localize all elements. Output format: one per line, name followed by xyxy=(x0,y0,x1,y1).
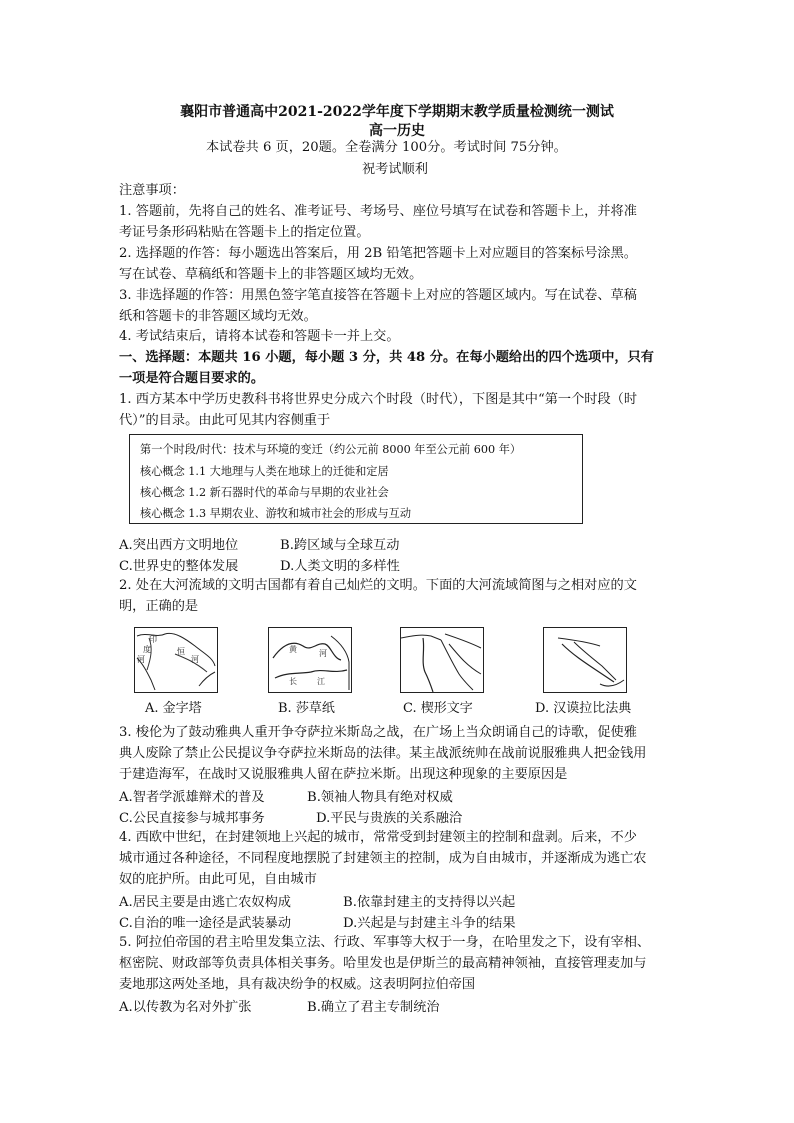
map-yellow-yangtze xyxy=(268,627,352,693)
q2-option-a: A. 金字塔 xyxy=(145,701,202,716)
q2-stem-b: 明，正确的是 xyxy=(119,599,199,614)
map-label: 河 xyxy=(191,655,199,664)
q1-box-line: 核心概念 1.1 大地理与人类在地球上的迁徙和定居 xyxy=(140,465,389,478)
q2-stem-a: 2. 处在大河流域的文明古国都有着自己灿烂的文明。下面的大河流域简图与之相对应的文 xyxy=(119,578,637,593)
q4-option-b: B.依靠封建主的支持得以兴起 xyxy=(343,895,516,910)
note-1b: 考证号条形码粘贴在答题卡上的指定位置。 xyxy=(119,225,370,240)
q1-stem-a: 1. 西方某本中学历史教科书将世界史分成六个时段（时代），下图是其中“第一个时段（时 xyxy=(119,392,638,407)
map-label: 江 xyxy=(317,677,325,686)
q5-stem-c: 麦地那这两处圣地，具有裁决纷争的权威。这表明阿拉伯帝国 xyxy=(119,977,476,992)
subject-title: 高一历史 xyxy=(369,123,425,139)
notes-heading: 注意事项： xyxy=(119,183,185,198)
q1-option-b: B.跨区域与全球互动 xyxy=(280,538,400,553)
q1-box-line: 核心概念 1.3 早期农业、游牧和城市社会的形成与互动 xyxy=(140,507,412,520)
section-heading-a: 一、选择题：本题共 16 小题，每小题 3 分，共 48 分。在每小题给出的四个选项中，只有 xyxy=(119,350,654,365)
section-heading-b: 一项是符合题目要求的。 xyxy=(119,371,265,386)
map-label: 恒 xyxy=(177,647,185,656)
note-2a: 2. 选择题的作答：每小题选出答案后，用 2B 铅笔把答题卡上对应题目的答案标号涂黑。 xyxy=(119,246,637,261)
map-mesopotamia-drawing xyxy=(544,628,626,692)
q4-option-d: D.兴起是与封建主斗争的结果 xyxy=(343,916,516,931)
q5-option-b: B.确立了君主专制统治 xyxy=(307,1000,440,1015)
q1-box-line: 核心概念 1.2 新石器时代的革命与早期的农业社会 xyxy=(140,486,389,499)
q5-option-a: A.以传教为名对外扩张 xyxy=(119,1000,252,1015)
exam-title: 襄阳市普通高中2021-2022学年度下学期期末教学质量检测统一测试 xyxy=(180,104,614,120)
map-mesopotamia xyxy=(543,627,627,693)
map-yellow-yangtze-drawing xyxy=(269,628,351,692)
q3-stem-c: 于建造海军，在战时又说服雅典人留在萨拉米斯。出现这种现象的主要原因是 xyxy=(119,767,568,782)
map-label: 度 xyxy=(143,645,151,654)
q1-stem-b: 代）”的目录。由此可见其内容侧重于 xyxy=(119,413,331,428)
map-indus-ganges-drawing xyxy=(135,628,217,692)
note-4: 4. 考试结束后，请将本试卷和答题卡一并上交。 xyxy=(119,329,400,344)
q1-option-c: C.世界史的整体发展 xyxy=(119,559,239,574)
q3-option-d: D.平民与贵族的关系融洽 xyxy=(316,811,463,826)
q1-contents-box xyxy=(129,434,583,524)
q4-stem-c: 奴的庇护所。由此可见，自由城市 xyxy=(119,872,317,887)
q5-stem-a: 5. 阿拉伯帝国的君主哈里发集立法、行政、军事等大权于一身，在哈里发之下，设有宰相、 xyxy=(119,935,651,950)
note-1a: 1. 答题前，先将自己的姓名、准考证号、考场号、座位号填写在试卷和答题卡上，并将准 xyxy=(119,204,637,219)
q4-stem-a: 4. 西欧中世纪，在封建领地上兴起的城市，常常受到封建领主的控制和盘剥。后来，不少 xyxy=(119,830,637,845)
q4-option-c: C.自治的唯一途径是武装暴动 xyxy=(119,916,292,931)
q2-option-b: B. 莎草纸 xyxy=(278,701,335,716)
q1-box-line: 第一个时段/时代：技术与环境的变迁（约公元前 8000 年至公元前 600 年） xyxy=(140,443,522,456)
note-3b: 纸和答题卡的非答题区域均无效。 xyxy=(119,309,317,324)
exam-wish: 祝考试顺利 xyxy=(362,162,428,177)
note-3a: 3. 非选择题的作答：用黑色签字笔直接答在答题卡上对应的答题区域内。写在试卷、草稿 xyxy=(119,288,637,303)
q4-option-a: A.居民主要是由逃亡农奴构成 xyxy=(119,895,291,910)
map-label: 长 xyxy=(289,677,297,686)
q2-option-c: C. 楔形文字 xyxy=(403,701,473,716)
map-label: 河 xyxy=(137,655,145,664)
map-indus-ganges xyxy=(134,627,218,693)
q3-option-a: A.智者学派雄辩术的普及 xyxy=(119,790,265,805)
q3-option-c: C.公民直接参与城邦事务 xyxy=(119,811,265,826)
note-2b: 写在试卷、草稿纸和答题卡上的非答题区域均无效。 xyxy=(119,267,423,282)
q1-option-a: A.突出西方文明地位 xyxy=(119,538,239,553)
q2-option-d: D. 汉谟拉比法典 xyxy=(535,701,632,716)
q5-stem-b: 枢密院、财政部等负责具体相关事务。哈里发也是伊斯兰的最高精神领袖，直接管理麦加与 xyxy=(119,956,647,971)
map-label: 印 xyxy=(149,635,157,644)
map-label: 黄 xyxy=(289,645,297,654)
map-nile-drawing xyxy=(401,628,483,692)
q1-option-d: D.人类文明的多样性 xyxy=(280,559,400,574)
q3-stem-a: 3. 梭伦为了鼓动雅典人重开争夺萨拉米斯岛之战，在广场上当众朗诵自己的诗歌，促使雅 xyxy=(119,725,637,740)
exam-info: 本试卷共 6 页，20题。全卷满分 100分。考试时间 75分钟。 xyxy=(206,140,567,155)
q4-stem-b: 城市通过各种途径，不同程度地摆脱了封建领主的控制，成为自由城市，并逐渐成为逃亡农 xyxy=(119,851,647,866)
q3-option-b: B.领袖人物具有绝对权威 xyxy=(307,790,453,805)
map-label: 河 xyxy=(319,649,327,658)
map-nile xyxy=(400,627,484,693)
q3-stem-b: 典人废除了禁止公民提议争夺萨拉米斯岛的法律。某主战派统帅在战前说服雅典人把金钱用 xyxy=(119,746,647,761)
